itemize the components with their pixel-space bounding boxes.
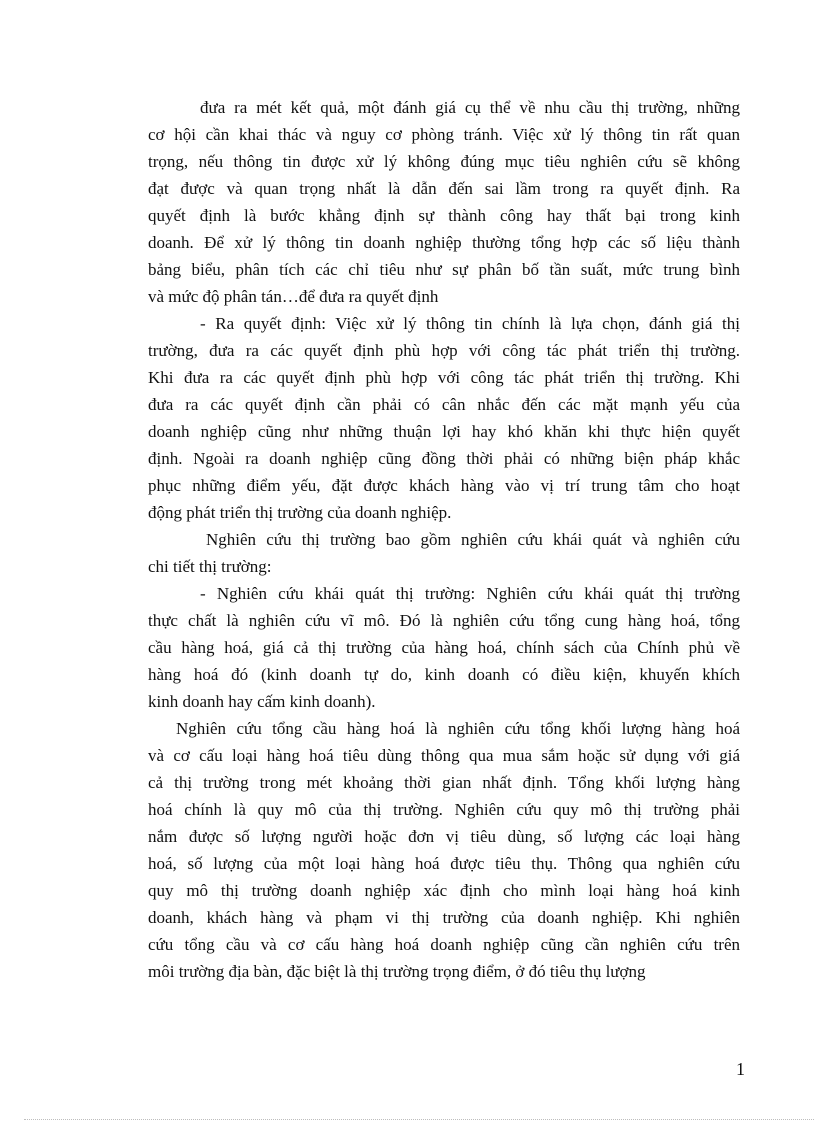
text-line: đạt được và quan trọng nhất là dẫn đến sai lầm trong ra quyết định. Ra	[148, 179, 740, 198]
text-line: Nghiên cứu tổng cầu hàng hoá là nghiên cứu tổng khối lượng hàng hoá	[176, 719, 740, 738]
text-line: Khi đưa ra các quyết định phù hợp với công tác phát triển thị trường. Khi	[148, 368, 740, 387]
text-line: thực chất là nghiên cứu vĩ mô. Đó là nghiên cứu tổng cung hàng hoá, tổng	[148, 611, 740, 630]
text-line: trường, đưa ra các quyết định phù hợp với công tác phát triển thị trường.	[148, 341, 740, 360]
text-line: môi trường địa bàn, đặc biệt là thị trường trọng điểm, ở đó tiêu thụ lượng	[148, 962, 646, 981]
text-line: chi tiết thị trường:	[148, 557, 272, 576]
text-line: quy mô thị trường doanh nghiệp xác định cho mình loại hàng hoá kinh	[148, 881, 740, 900]
body-text	[148, 94, 740, 985]
text-line: hoá chính là quy mô của thị trường. Nghiên cứu quy mô thị trường phải	[148, 800, 740, 819]
text-line: đưa ra các quyết định cần phải có cân nhắc đến các mặt mạnh yếu của	[148, 395, 740, 414]
text-line: cả thị trường trong mét khoảng thời gian nhất định. Tổng khối lượng hàng	[148, 773, 740, 792]
text-line: bảng biểu, phân tích các chỉ tiêu như sự phân bố tần suất, mức trung bình	[148, 260, 740, 279]
text-line: cứu tổng cầu và cơ cấu hàng hoá doanh nghiệp cũng cần nghiên cứu trên	[148, 935, 740, 954]
text-line: Nghiên cứu thị trường bao gồm nghiên cứu khái quát và nghiên cứu	[206, 530, 740, 549]
text-line: doanh, khách hàng và phạm vi thị trường của doanh nghiệp. Khi nghiên	[148, 908, 740, 927]
text-line: định. Ngoài ra doanh nghiệp cũng đồng thời phải có những biện pháp khắc	[148, 449, 740, 468]
text-line: đưa ra mét kết quả, một đánh giá cụ thể về nhu cầu thị trường, những	[200, 98, 740, 117]
text-line: hàng hoá đó (kinh doanh tự do, kinh doanh có điều kiện, khuyến khích	[148, 665, 740, 684]
text-line: và cơ cấu loại hàng hoá tiêu dùng thông qua mua sắm hoặc sử dụng với giá	[148, 746, 740, 765]
text-line: và mức độ phân tán…để đưa ra quyết định	[148, 287, 439, 306]
page-number: 1	[736, 1059, 745, 1079]
text-line: doanh nghiệp cũng như những thuận lợi hay khó khăn khi thực hiện quyết	[148, 422, 740, 441]
text-line: hoá, số lượng của một loại hàng hoá được tiêu thụ. Thông qua nghiên cứu	[148, 854, 740, 873]
text-line: nắm được số lượng người hoặc đơn vị tiêu dùng, số lượng các loại hàng	[148, 827, 740, 846]
text-line: động phát triển thị trường của doanh nghiệp.	[148, 503, 452, 522]
text-line: doanh. Để xử lý thông tin doanh nghiệp thường tổng hợp các số liệu thành	[148, 233, 740, 252]
text-line: - Ra quyết định: Việc xử lý thông tin chính là lựa chọn, đánh giá thị	[200, 314, 740, 333]
text-line: cầu hàng hoá, giá cả thị trường của hàng hoá, chính sách của Chính phủ về	[148, 638, 740, 657]
text-line: - Nghiên cứu khái quát thị trường: Nghiên cứu khái quát thị trường	[200, 584, 740, 603]
text-line: trọng, nếu thông tin được xử lý không đúng mục tiêu nghiên cứu sẽ không	[148, 152, 740, 171]
text-line: kinh doanh hay cấm kinh doanh).	[148, 692, 376, 711]
text-line: phục những điểm yếu, đặt được khách hàng vào vị trí trung tâm cho hoạt	[148, 476, 740, 495]
text-line: cơ hội cần khai thác và nguy cơ phòng tránh. Việc xử lý thông tin rất quan	[148, 125, 740, 144]
text-line: quyết định là bước khẳng định sự thành công hay thất bại trong kinh	[148, 206, 740, 225]
page-bottom-divider	[24, 1119, 814, 1120]
